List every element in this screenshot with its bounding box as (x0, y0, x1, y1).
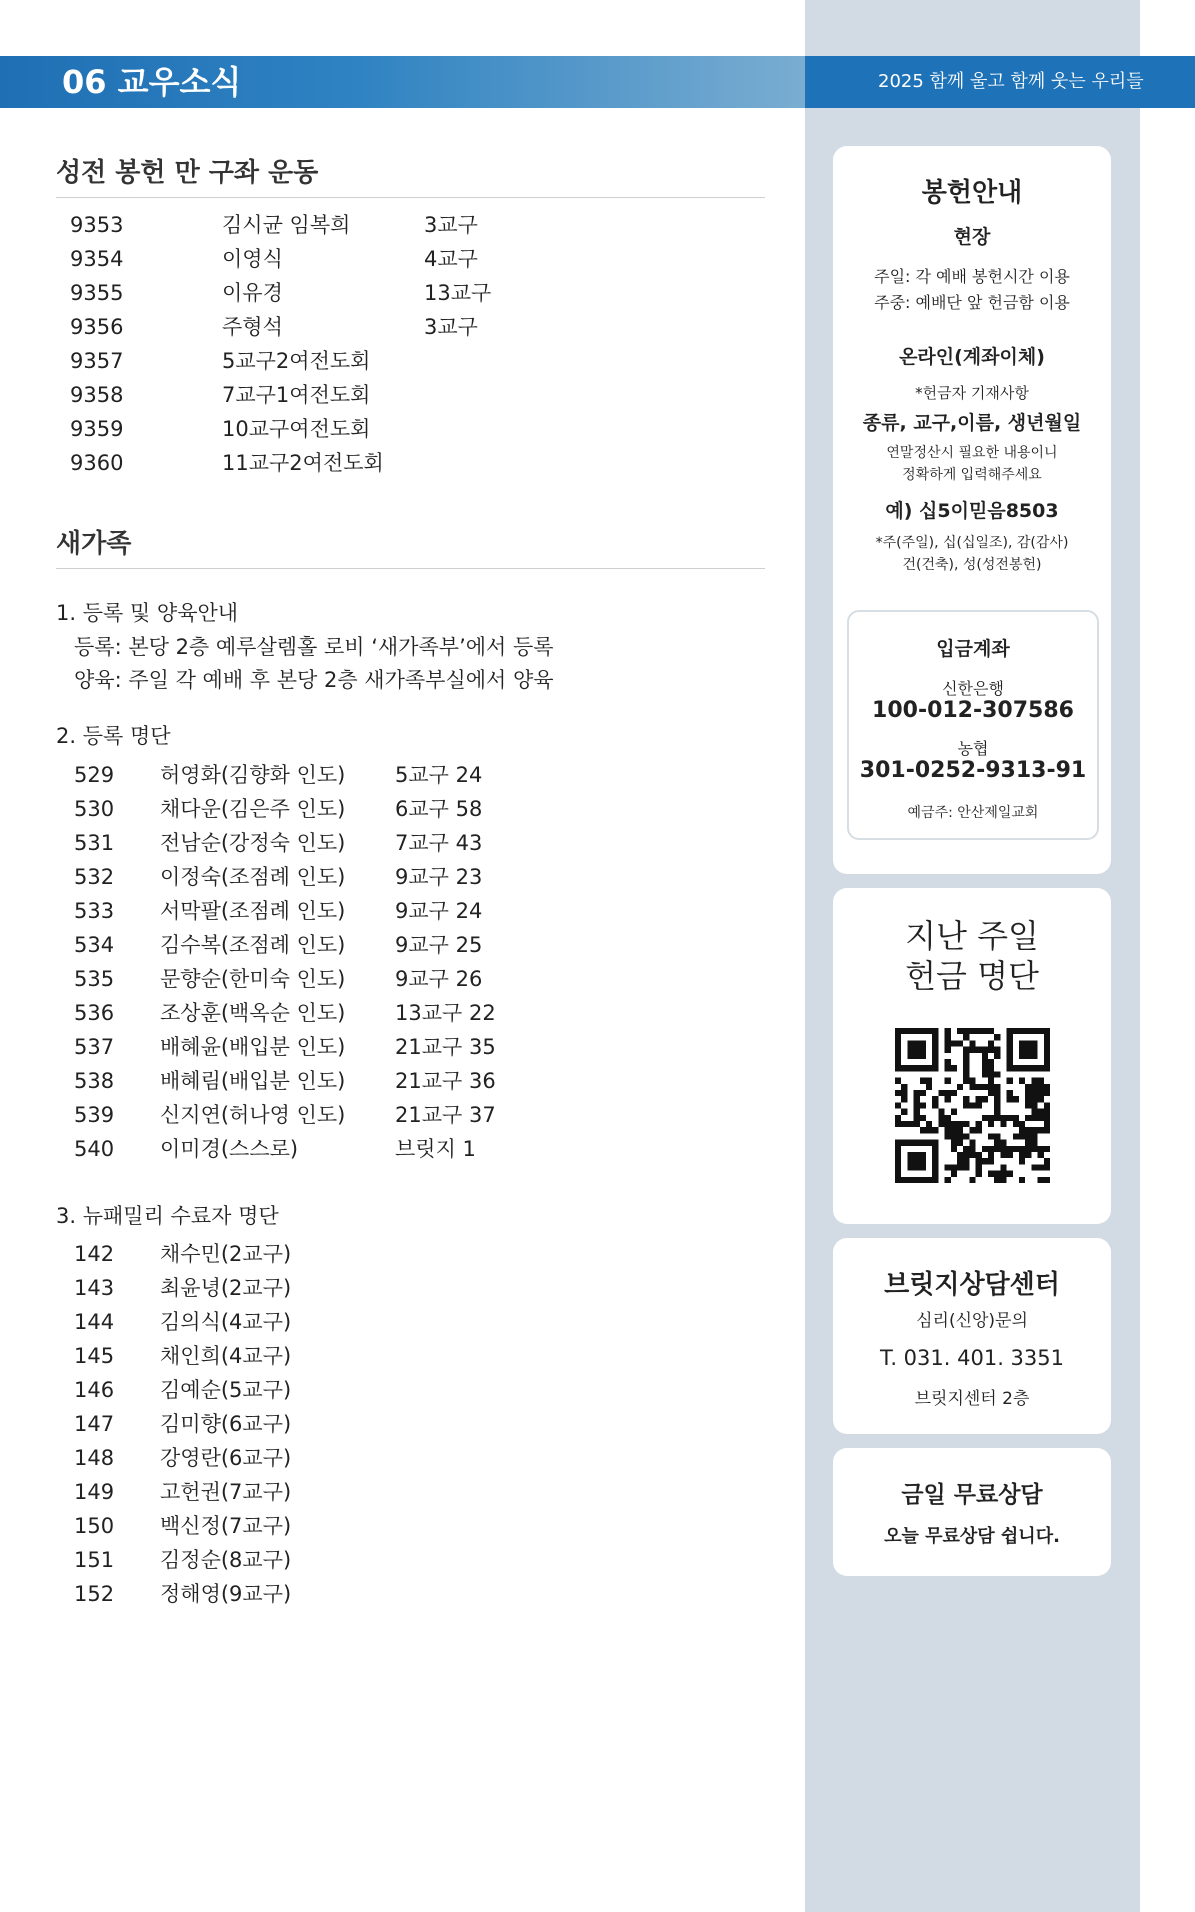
list-item (0, 412, 780, 446)
last-sunday-title-line2: 헌금 명단 (905, 957, 1039, 995)
offering-title: 봉헌안내 (921, 178, 1023, 208)
item-number: 151 (74, 1548, 115, 1572)
item-name: 채수민(2교구) (160, 1242, 292, 1266)
account-holder: 예금주: 안산제일교회 (907, 805, 1039, 821)
list-item (0, 1475, 780, 1509)
item-number: 142 (74, 1242, 115, 1266)
item-name: 김시균 임복희 (222, 213, 351, 237)
item-name: 최윤녕(2교구) (160, 1276, 292, 1300)
newfamily-divider (56, 568, 765, 569)
item-number: 9353 (70, 213, 124, 237)
list-item (0, 894, 780, 928)
registration-guide-title: 1. 등록 및 양육안내 (56, 601, 239, 625)
list-item (0, 928, 780, 962)
account-title: 입금계좌 (936, 638, 1010, 660)
item-number: 147 (74, 1412, 115, 1436)
list-item (0, 344, 780, 378)
list-item (0, 1237, 780, 1271)
item-district: 3교구 (424, 213, 478, 237)
item-number: 9357 (70, 349, 124, 373)
item-name: 김수복(조점례 인도) (160, 933, 346, 957)
list-item (0, 996, 780, 1030)
onsite-line2: 주중: 예배단 앞 헌금함 이용 (874, 293, 1070, 312)
item-name: 이정숙(조점례 인도) (160, 865, 346, 889)
abbreviation-line2: 건(건축), 성(성전봉헌) (902, 557, 1042, 573)
list-item (0, 1098, 780, 1132)
item-name: 허영화(김향화 인도) (160, 763, 346, 787)
item-name: 10교구여전도회 (222, 417, 371, 441)
last-sunday-title-line1: 지난 주일 (905, 917, 1039, 955)
nurture-guide-line: 양육: 주일 각 예배 후 본당 2층 새가족부실에서 양육 (74, 668, 554, 692)
list-item (0, 1064, 780, 1098)
item-name: 문향순(한미숙 인도) (160, 967, 346, 991)
abbreviation-line1: *주(주일), 십(십일조), 감(감사) (875, 535, 1069, 551)
online-desc2: 정확하게 입력해주세요 (902, 467, 1042, 483)
item-district: 4교구 (424, 247, 478, 271)
onsite-title: 현장 (953, 226, 991, 248)
item-district: 21교구 37 (395, 1103, 496, 1127)
item-number: 538 (74, 1069, 115, 1093)
list-item (0, 826, 780, 860)
list-item (0, 1305, 780, 1339)
item-district: 5교구 24 (395, 763, 483, 787)
item-name: 김의식(4교구) (160, 1310, 292, 1334)
list-item (0, 1543, 780, 1577)
bank1-account: 100-012-307586 (872, 698, 1074, 723)
item-number: 533 (74, 899, 115, 923)
online-title: 온라인(계좌이체) (899, 346, 1045, 368)
list-item (0, 276, 780, 310)
list-item (0, 1132, 780, 1166)
item-number: 144 (74, 1310, 115, 1334)
item-number: 148 (74, 1446, 115, 1470)
qr-code-icon[interactable] (895, 1028, 1050, 1183)
item-number: 532 (74, 865, 115, 889)
list-item (0, 1339, 780, 1373)
bank2-account: 301-0252-9313-91 (859, 758, 1087, 783)
item-number: 143 (74, 1276, 115, 1300)
section-title: 06 교우소식 (62, 63, 242, 101)
item-name: 이미경(스스로) (160, 1137, 299, 1161)
item-number: 535 (74, 967, 115, 991)
item-district: 3교구 (424, 315, 478, 339)
item-number: 531 (74, 831, 115, 855)
graduates-title: 3. 뉴패밀리 수료자 명단 (56, 1204, 279, 1228)
registrants-title: 2. 등록 명단 (56, 724, 171, 748)
item-district: 21교구 36 (395, 1069, 496, 1093)
free-counsel-card (833, 1448, 1111, 1576)
item-district: 브릿지 1 (395, 1137, 476, 1161)
item-name: 김정순(8교구) (160, 1548, 292, 1572)
list-item (0, 1030, 780, 1064)
item-name: 5교구2여전도회 (222, 349, 371, 373)
item-district: 9교구 24 (395, 899, 483, 923)
item-number: 149 (74, 1480, 115, 1504)
newfamily-title: 새가족 (56, 529, 132, 559)
item-number: 529 (74, 763, 115, 787)
list-item (0, 242, 780, 276)
item-name: 신지연(허나영 인도) (160, 1103, 346, 1127)
item-name: 서막팔(조점례 인도) (160, 899, 346, 923)
list-item (0, 792, 780, 826)
campaign-title: 성전 봉헌 만 구좌 운동 (56, 158, 319, 188)
campaign-divider (56, 197, 765, 198)
free-counsel-title: 금일 무료상담 (901, 1482, 1043, 1508)
item-district: 21교구 35 (395, 1035, 496, 1059)
item-number: 530 (74, 797, 115, 821)
bank1-name: 신한은행 (942, 679, 1004, 698)
item-number: 9355 (70, 281, 124, 305)
online-note: *헌금자 기재사항 (915, 384, 1029, 402)
list-item (0, 1407, 780, 1441)
list-item (0, 758, 780, 792)
item-name: 배혜림(배입분 인도) (160, 1069, 346, 1093)
item-district: 13교구 (424, 281, 492, 305)
list-item (0, 1577, 780, 1611)
item-district: 9교구 25 (395, 933, 483, 957)
item-number: 540 (74, 1137, 115, 1161)
item-name: 김미향(6교구) (160, 1412, 292, 1436)
list-item (0, 446, 780, 480)
account-box (847, 610, 1099, 840)
item-name: 11교구2여전도회 (222, 451, 384, 475)
registration-guide-line: 등록: 본당 2층 예루살렘홀 로비 ‘새가족부’에서 등록 (74, 635, 554, 659)
list-item (0, 1373, 780, 1407)
item-name: 전남순(강정숙 인도) (160, 831, 346, 855)
item-name: 채인희(4교구) (160, 1344, 292, 1368)
list-item (0, 378, 780, 412)
online-items: 종류, 교구,이름, 생년월일 (862, 412, 1082, 434)
bridge-center-title: 브릿지상담센터 (884, 1270, 1060, 1300)
item-name: 주형석 (222, 315, 283, 339)
item-number: 537 (74, 1035, 115, 1059)
item-number: 9358 (70, 383, 124, 407)
offering-card (833, 146, 1111, 874)
bridge-center-phone: T. 031. 401. 3351 (880, 1346, 1064, 1370)
online-desc1: 연말정산시 필요한 내용이니 (886, 445, 1058, 461)
bank2-name: 농협 (957, 739, 989, 758)
onsite-line1: 주일: 각 예배 봉헌시간 이용 (874, 267, 1070, 286)
item-number: 9354 (70, 247, 124, 271)
item-number: 152 (74, 1582, 115, 1606)
item-number: 539 (74, 1103, 115, 1127)
online-example: 예) 십5이믿음8503 (885, 500, 1059, 522)
list-item (0, 208, 780, 242)
item-number: 9360 (70, 451, 124, 475)
item-number: 9356 (70, 315, 124, 339)
item-name: 7교구1여전도회 (222, 383, 371, 407)
list-item (0, 860, 780, 894)
item-number: 534 (74, 933, 115, 957)
item-name: 고헌권(7교구) (160, 1480, 292, 1504)
item-number: 146 (74, 1378, 115, 1402)
list-item (0, 1509, 780, 1543)
list-item (0, 310, 780, 344)
list-item (0, 962, 780, 996)
item-name: 조상훈(백옥순 인도) (160, 1001, 346, 1025)
item-name: 백신정(7교구) (160, 1514, 292, 1538)
item-name: 이유경 (222, 281, 283, 305)
item-number: 9359 (70, 417, 124, 441)
list-item (0, 1441, 780, 1475)
item-number: 150 (74, 1514, 115, 1538)
bridge-center-subtitle: 심리(신앙)문의 (916, 1311, 1028, 1331)
item-name: 이영식 (222, 247, 283, 271)
item-district: 6교구 58 (395, 797, 483, 821)
item-name: 배혜윤(배입분 인도) (160, 1035, 346, 1059)
item-name: 정해영(9교구) (160, 1582, 292, 1606)
item-number: 536 (74, 1001, 115, 1025)
bridge-center-card (833, 1238, 1111, 1434)
item-name: 강영란(6교구) (160, 1446, 292, 1470)
item-name: 김예순(5교구) (160, 1378, 292, 1402)
item-number: 145 (74, 1344, 115, 1368)
item-district: 7교구 43 (395, 831, 483, 855)
header-slogan: 2025 함께 울고 함께 웃는 우리들 (878, 71, 1144, 92)
item-name: 채다운(김은주 인도) (160, 797, 346, 821)
list-item (0, 1271, 780, 1305)
item-district: 9교구 23 (395, 865, 483, 889)
bridge-center-location: 브릿지센터 2층 (914, 1389, 1030, 1409)
item-district: 9교구 26 (395, 967, 483, 991)
item-district: 13교구 22 (395, 1001, 496, 1025)
free-counsel-text: 오늘 무료상담 쉽니다. (884, 1526, 1060, 1547)
